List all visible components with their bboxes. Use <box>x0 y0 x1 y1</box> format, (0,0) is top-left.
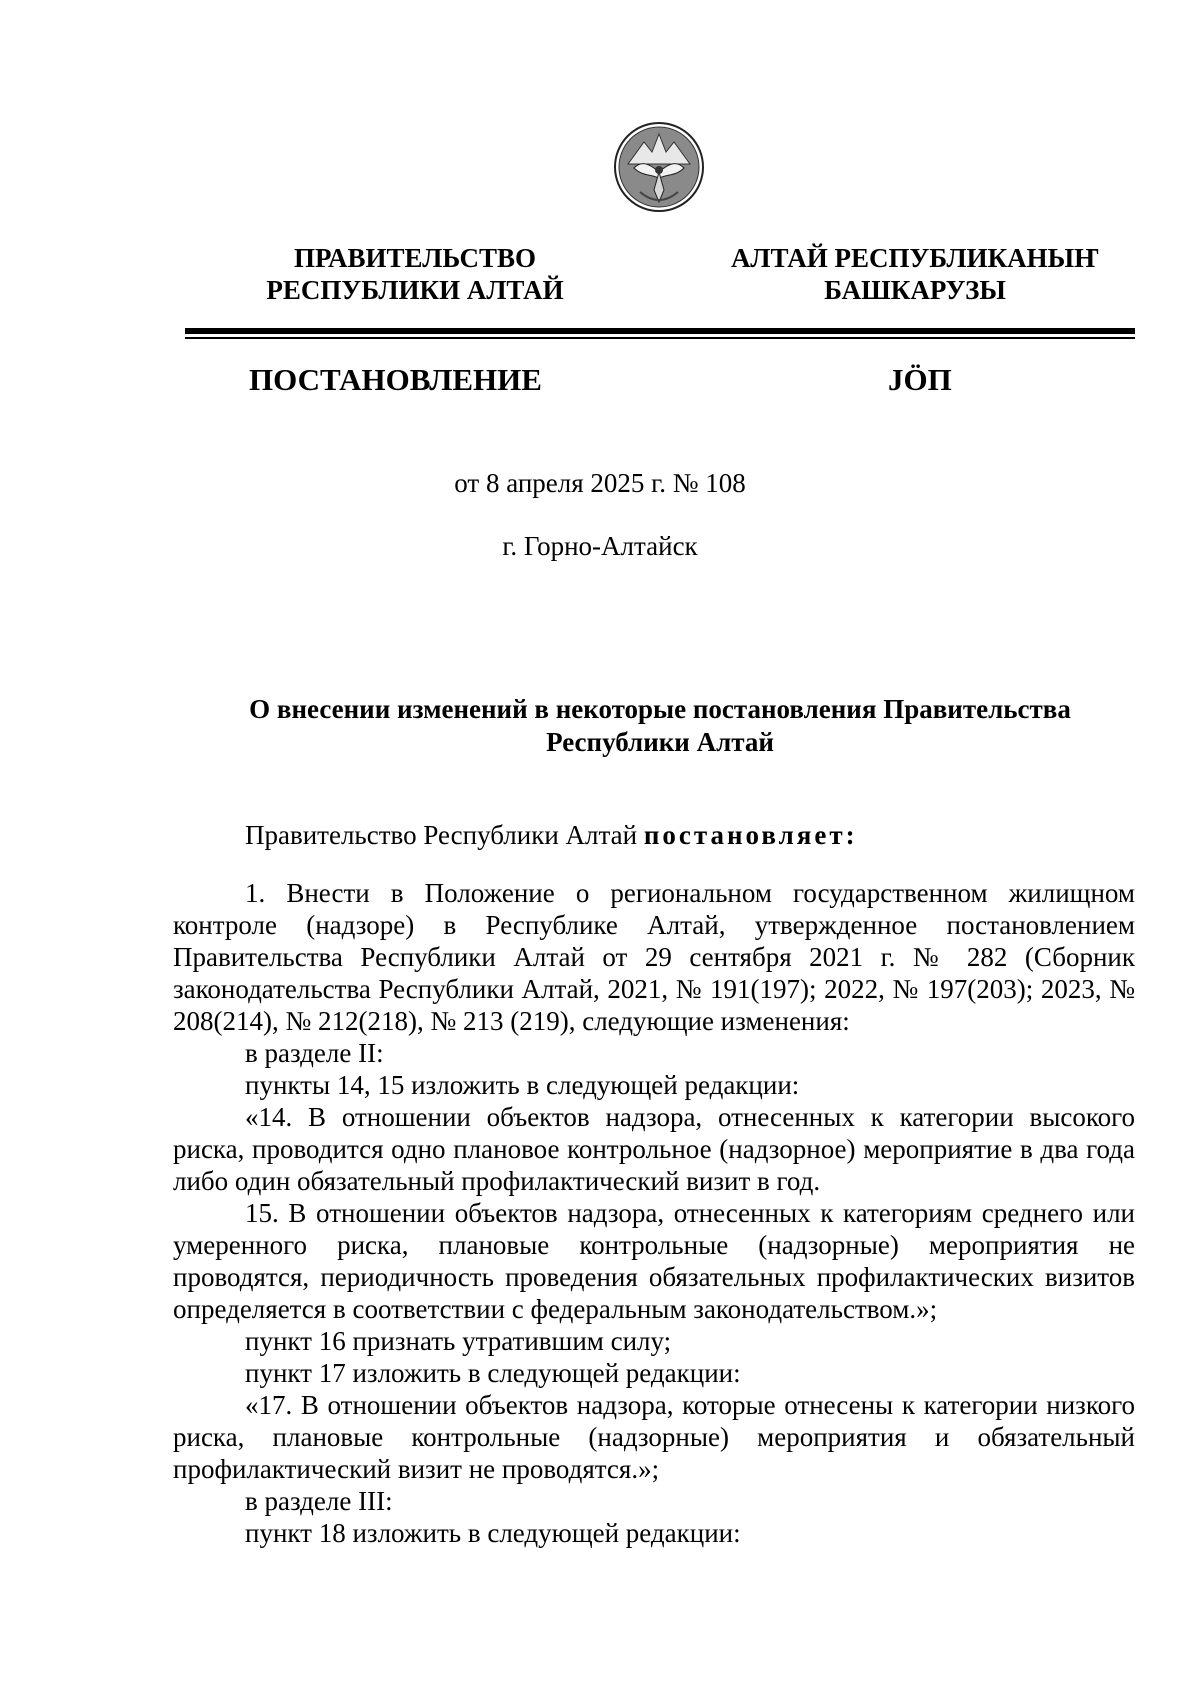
document-body <box>173 819 1135 1549</box>
title-line1: О внесении изменений в некоторые постановления Правительства <box>249 694 1071 724</box>
republic-emblem-icon <box>614 120 704 214</box>
header-left-line1: ПРАВИТЕЛЬСТВО <box>293 243 537 273</box>
lead-text: Правительство Республики Алтай <box>245 820 638 850</box>
title-line2: Республики Алтай <box>546 727 774 757</box>
body-paragraph: пункт 18 изложить в следующей редакции: <box>245 1518 741 1548</box>
doc-type-russian: ПОСТАНОВЛЕНИЕ <box>249 362 542 397</box>
date-number: от 8 апреля 2025 г. № 108 <box>454 468 746 498</box>
header-left-line2: РЕСПУБЛИКИ АЛТАЙ <box>266 275 564 305</box>
resolution-lead <box>173 819 1135 851</box>
header-divider-thick <box>185 328 1135 334</box>
body-paragraph: пункт 17 изложить в следующей редакции: <box>245 1358 741 1388</box>
body-paragraph: пункт 16 признать утратившим силу; <box>245 1326 672 1356</box>
body-paragraph: в разделе III: <box>245 1486 393 1516</box>
header-divider-thin <box>185 337 1135 339</box>
body-paragraph: в разделе II: <box>245 1038 384 1068</box>
header-left <box>225 242 605 306</box>
doc-type-altai: JӦП <box>888 362 952 397</box>
lead-keyword: постановляет: <box>643 820 858 850</box>
document-title <box>185 693 1135 759</box>
header-right-line2: БАШКАРУЗЫ <box>824 275 1006 305</box>
body-paragraph: пункты 14, 15 изложить в следующей редакции: <box>245 1070 800 1100</box>
body-paragraph: «14. В отношении объектов надзора, отнесенных к категории высокого риска, проводится одно плановое контрольное (надзорное) мероприятие в два года либо один обязательный профилактический визит в год. <box>173 1102 1135 1196</box>
header-right-line1: АЛТАЙ РЕСПУБЛИКАНЫҤ <box>730 243 1100 273</box>
body-paragraph: 1. Внести в Положение о региональном государственном жилищном контроле (надзоре) в Республике Алтай, утвержденное постановлением Правительства Республики Алтай от 29 сентября 2021 г. № 282 (Сборник законодательства Республики Алтай, 2021, № 191(197); 2022, № 197(203); 2023, № 208(214), № 212(218), № 213 (219), следующие изменения: <box>173 878 1135 1036</box>
city: г. Горно-Алтайск <box>502 531 698 561</box>
body-paragraph: 15. В отношении объектов надзора, отнесенных к категориям среднего или умеренного риска, плановые контрольные (надзорные) мероприятия не проводятся, периодичность проведения обязательных профилактических визитов определяется в соответствии с федеральным законодательством.»; <box>173 1198 1135 1324</box>
body-paragraph: «17. В отношении объектов надзора, которые отнесены к категории низкого риска, плановые контрольные (надзорные) мероприятия и обязательный профилактический визит не проводятся.»; <box>173 1390 1135 1484</box>
header-right <box>705 242 1125 306</box>
